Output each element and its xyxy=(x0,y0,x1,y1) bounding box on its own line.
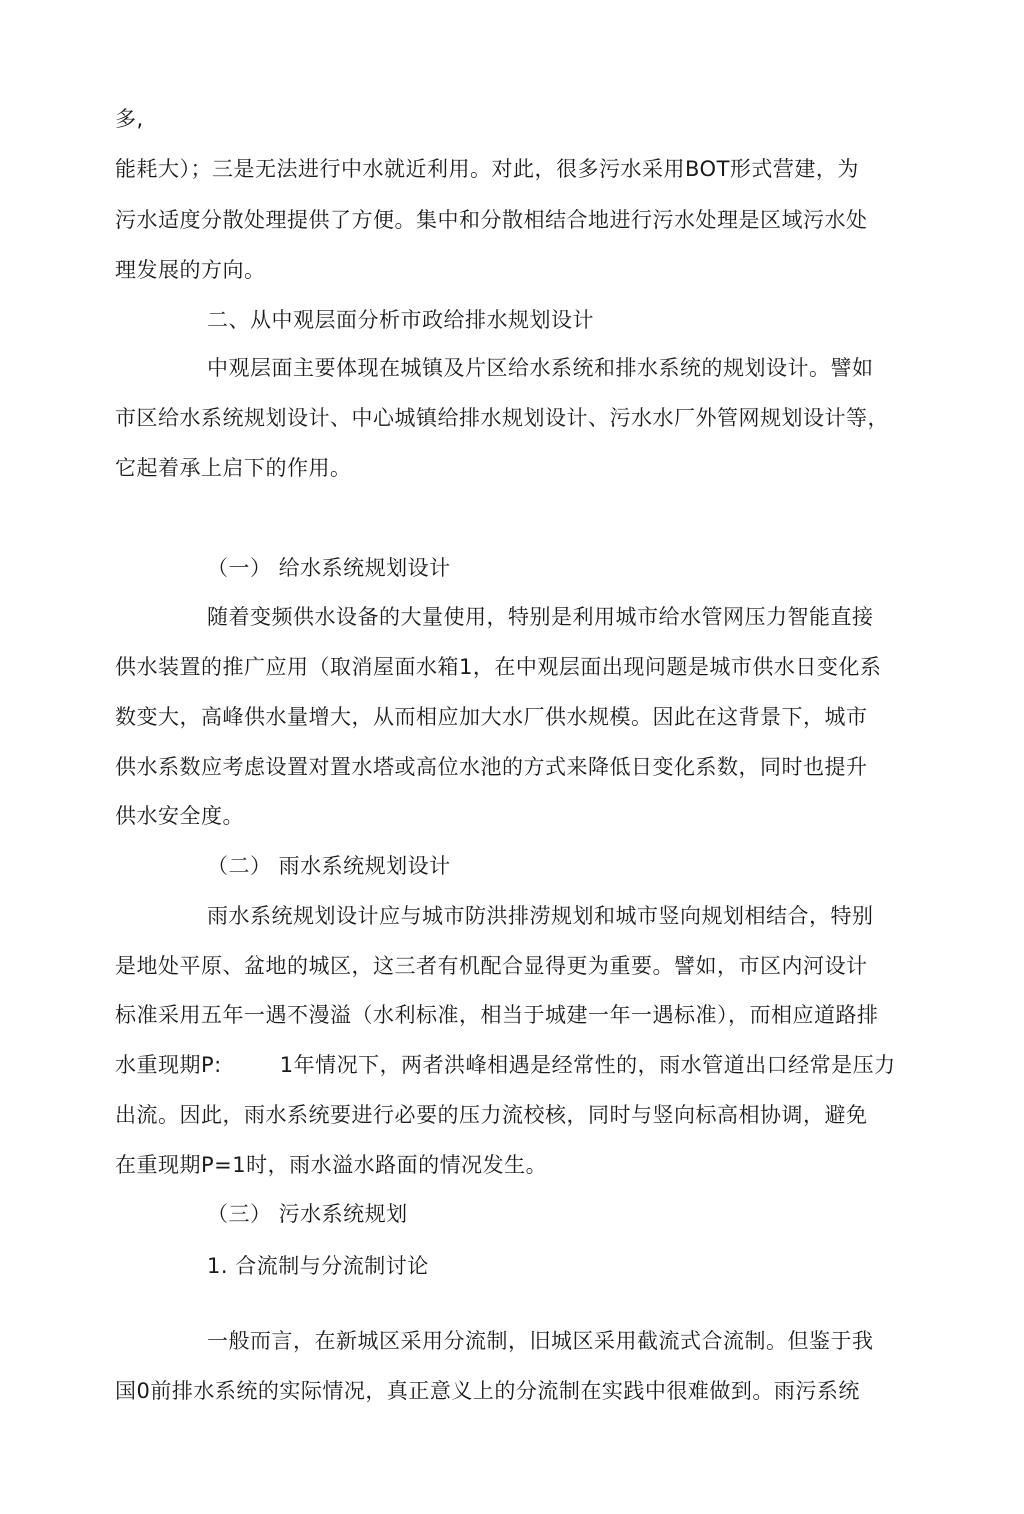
text-line: 能耗大）；三是无法进行中水就近利用。对此，很多污水采用BOT形式营建，为 xyxy=(115,157,859,181)
text-line: 它起着承上启下的作用。 xyxy=(115,456,352,480)
section-heading: 二、从中观层面分析市政给排水规划设计 xyxy=(207,308,594,332)
text-line: 标准采用五年一遇不漫溢（水利标准，相当于城建一年一遇标准），而相应道路排 xyxy=(115,1003,879,1027)
subsection-heading: （一） 给水系统规划设计 xyxy=(207,556,451,580)
text-line: 国0前排水系统的实际情况，真正意义上的分流制在实践中很难做到。雨污系统 xyxy=(115,1379,860,1403)
paragraph-first-line: 中观层面主要体现在城镇及片区给水系统和排水系统的规划设计。譬如 xyxy=(207,356,874,380)
text-line xyxy=(115,1050,896,1080)
text-line: 理发展的方向。 xyxy=(115,258,266,282)
text-line: 供水系数应考虑设置对置水塔或高位水池的方式来降低日变化系数，同时也提升 xyxy=(115,755,868,779)
paragraph-first-line: 随着变频供水设备的大量使用，特别是利用城市给水管网压力智能直接 xyxy=(207,605,874,629)
subsection-heading: （二） 雨水系统规划设计 xyxy=(207,854,451,878)
subsection-heading: （三） 污水系统规划 xyxy=(207,1202,408,1226)
text-line: 是地处平原、盆地的城区，这三者有机配合显得更为重要。譬如，市区内河设计 xyxy=(115,954,868,978)
text-line: 出流。因此，雨水系统要进行必要的压力流校核，同时与竖向标高相协调，避免 xyxy=(115,1103,868,1127)
text-fragment: 1年情况下，两者洪峰相遇是经常性的，雨水管道出口经常是压力 xyxy=(279,1053,896,1077)
numbered-heading: 1. 合流制与分流制讨论 xyxy=(207,1254,429,1278)
text-line: 在重现期P=1时，雨水溢水路面的情况发生。 xyxy=(115,1153,548,1177)
text-line: 市区给水系统规划设计、中心城镇给排水规划设计、污水水厂外管网规划设计等， xyxy=(115,406,889,430)
paragraph-first-line: 雨水系统规划设计应与城市防洪排涝规划和城市竖向规划相结合，特别 xyxy=(207,904,874,928)
text-line: 数变大，高峰供水量增大，从而相应加大水厂供水规模。因此在这背景下，城市 xyxy=(115,705,868,729)
text-line: 供水装置的推广应用（取消屋面水箱1，在中观层面出现问题是城市供水日变化系 xyxy=(115,655,882,679)
text-line: 多, xyxy=(115,107,144,131)
text-line: 污水适度分散处理提供了方便。集中和分散相结合地进行污水处理是区域污水处 xyxy=(115,208,868,232)
text-line: 供水安全度。 xyxy=(115,804,244,828)
text-fragment: 水重现期P: xyxy=(115,1053,222,1077)
paragraph-first-line: 一般而言，在新城区采用分流制，旧城区采用截流式合流制。但鉴于我 xyxy=(207,1329,874,1353)
